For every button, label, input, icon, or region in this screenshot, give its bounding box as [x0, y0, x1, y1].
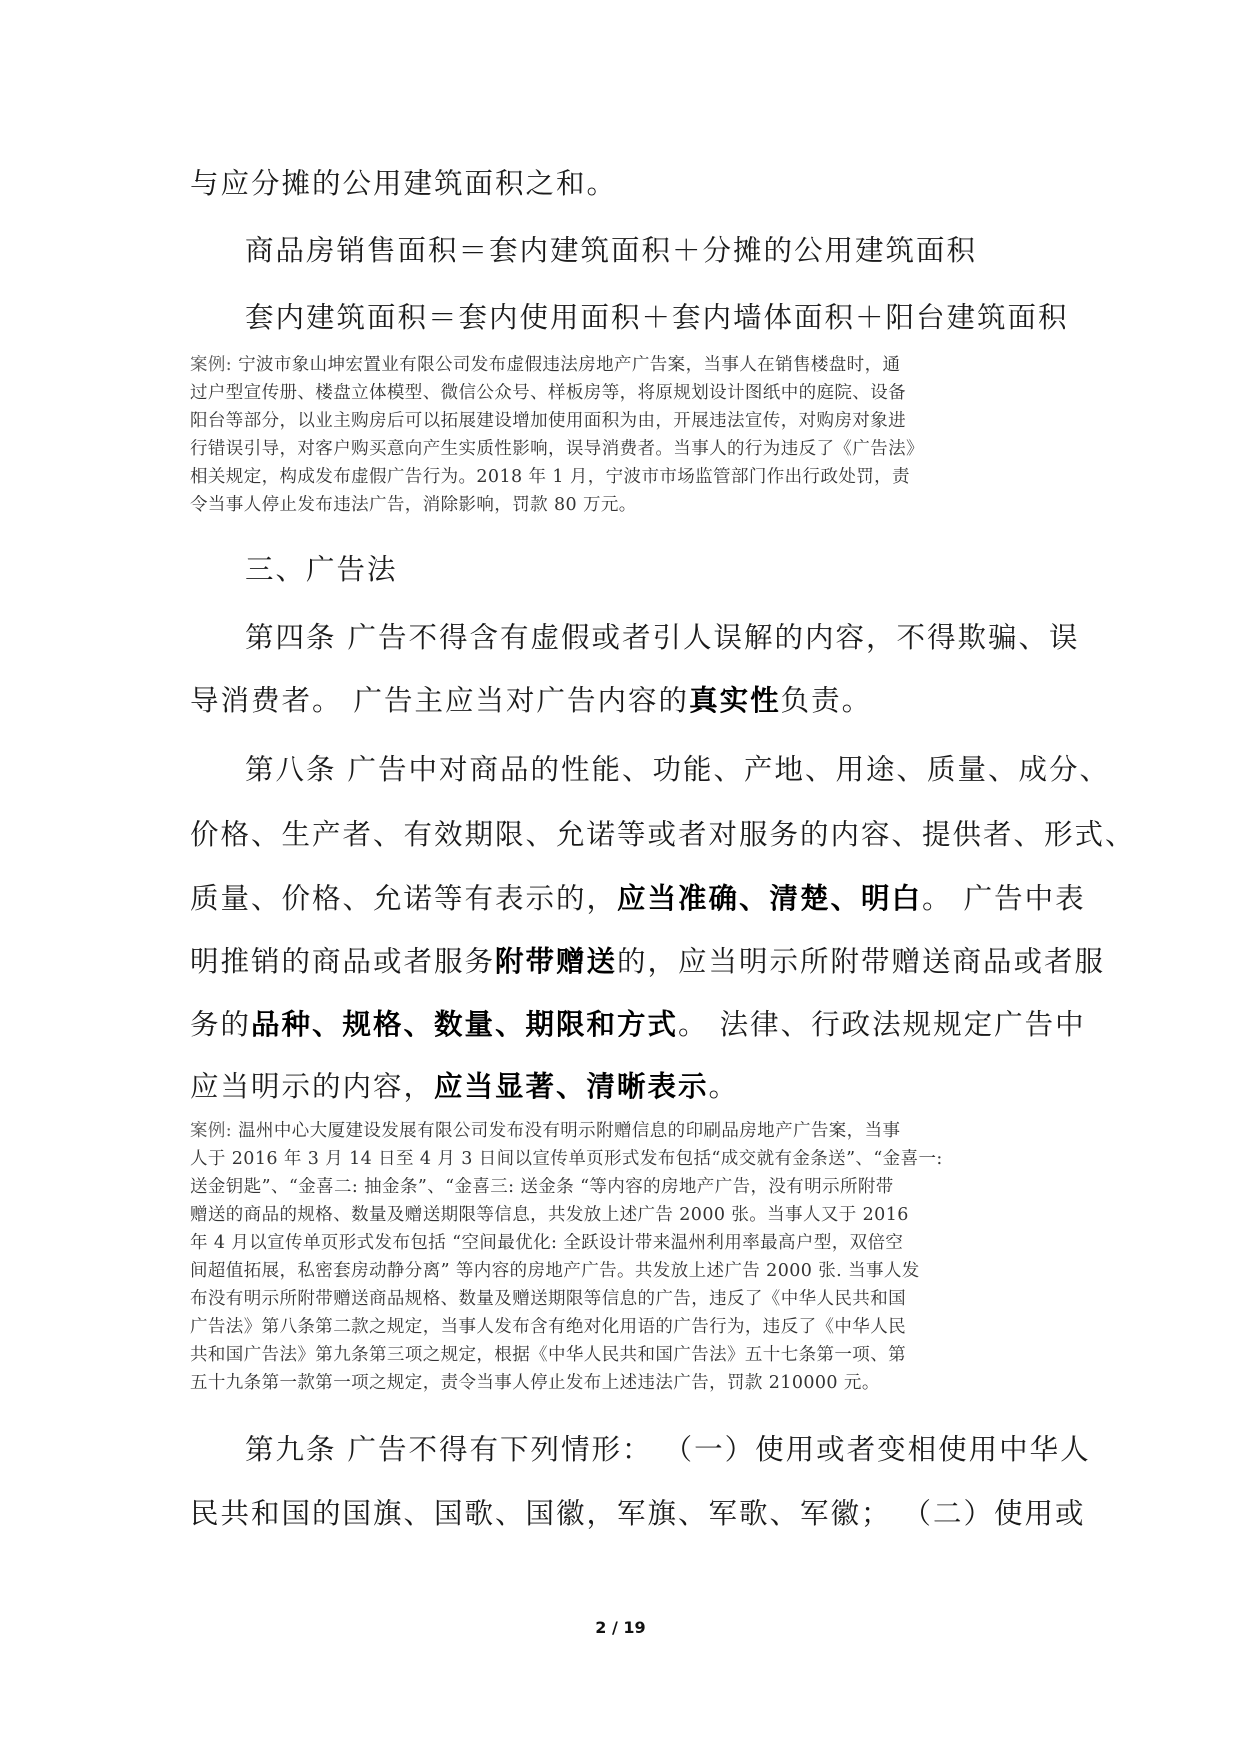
article8-line3: 质量、价格、允诺等有表示的，应当准确、清楚、明白。 广告中表: [190, 881, 1086, 915]
section-heading: 三、广告法: [245, 553, 398, 586]
case2-line: 间超值拓展，私密套房动静分离” 等内容的房地产广告。共发放上述广告 2000 张. 当事人发: [190, 1261, 920, 1281]
page-number: 2 / 19: [595, 1618, 646, 1637]
case2-line: 案例: 温州中心大厦建设发展有限公司发布没有明示附赠信息的印刷品房地产广告案，当事: [190, 1121, 901, 1141]
case2-line: 送金钥匙”、“金喜二: 抽金条”、“金喜三: 送金条 “等内容的房地产广告，没有明示所附带: [190, 1177, 894, 1197]
case1-line: 阳台等部分，以业主购房后可以拓展建设增加使用面积为由，开展违法宣传，对购房对象进: [190, 411, 906, 431]
case1-line: 相关规定，构成发布虚假广告行为。2018 年 1 月，宁波市市场监管部门作出行政处罚，责: [190, 467, 910, 487]
emphasis-text: 应当显著、清晰表示: [434, 1069, 709, 1103]
case1-line: 案例: 宁波市象山坤宏置业有限公司发布虚假违法房地产广告案，当事人在销售楼盘时，通: [190, 355, 901, 375]
case-label: 案例:: [190, 355, 233, 375]
article4-line2: 导消费者。 广告主应当对广告内容的真实性负责。: [190, 683, 873, 717]
article8-line1: 第八条 广告中对商品的性能、功能、产地、用途、质量、成分、: [245, 753, 1111, 786]
case2-line: 五十九条第一款第一项之规定，责令当事人停止发布上述违法广告，罚款 210000 元。: [190, 1373, 880, 1393]
case2-line: 共和国广告法》第九条第三项之规定，根据《中华人民共和国广告法》五十七条第一项、第: [190, 1345, 906, 1365]
case2-line: 年 4 月以宣传单页形式发布包括 “空间最优化: 全跃设计带来温州利用率最高户型，双倍空: [190, 1233, 904, 1253]
article9-line2: 民共和国的国旗、国歌、国徽，军旗、军歌、军徽； （二）使用或: [190, 1497, 1086, 1530]
article9-line1: 第九条 广告不得有下列情形： （一）使用或者变相使用中华人: [245, 1433, 1091, 1466]
case1-line: 令当事人停止发布违法广告，消除影响，罚款 80 万元。: [190, 495, 637, 515]
case-label: 案例:: [190, 1121, 233, 1141]
paragraph-intro-end: 与应分摊的公用建筑面积之和。: [190, 167, 618, 200]
case2-line: 布没有明示所附带赠送商品规格、数量及赠送期限等信息的广告，违反了《中华人民共和国: [190, 1289, 906, 1309]
article8-line6: 应当明示的内容，应当显著、清晰表示。: [190, 1069, 740, 1103]
emphasis-text: 品种、规格、数量、期限和方式: [251, 1007, 679, 1041]
case2-line: 广告法》第八条第二款之规定，当事人发布含有绝对化用语的广告行为，违反了《中华人民: [190, 1317, 906, 1337]
emphasis-text: 附带赠送: [495, 944, 618, 978]
article8-line2: 价格、生产者、有效期限、允诺等或者对服务的内容、提供者、形式、: [190, 818, 1136, 851]
article8-line5: 务的品种、规格、数量、期限和方式。 法律、行政法规规定广告中: [190, 1007, 1086, 1041]
formula-sales-area: 商品房销售面积＝套内建筑面积＋分摊的公用建筑面积: [245, 234, 978, 267]
article4-line1: 第四条 广告不得含有虚假或者引人误解的内容，不得欺骗、误: [245, 621, 1080, 654]
article8-line4: 明推销的商品或者服务附带赠送的，应当明示所附带赠送商品或者服: [190, 944, 1106, 978]
case1-line: 行错误引导，对客户购买意向产生实质性影响，误导消费者。当事人的行为违反了《广告法》: [190, 439, 924, 459]
emphasis-text: 真实性: [689, 683, 781, 717]
emphasis-text: 应当准确、清楚、明白: [617, 881, 923, 915]
formula-unit-area: 套内建筑面积＝套内使用面积＋套内墙体面积＋阳台建筑面积: [245, 301, 1069, 334]
case2-line: 人于 2016 年 3 月 14 日至 4 月 3 日间以宣传单页形式发布包括“成交就有金条送”、“金喜一:: [190, 1149, 943, 1169]
case2-line: 赠送的商品的规格、数量及赠送期限等信息，共发放上述广告 2000 张。当事人又于 2016: [190, 1205, 909, 1225]
case1-line: 过户型宣传册、楼盘立体模型、微信公众号、样板房等，将原规划设计图纸中的庭院、设备: [190, 383, 906, 403]
